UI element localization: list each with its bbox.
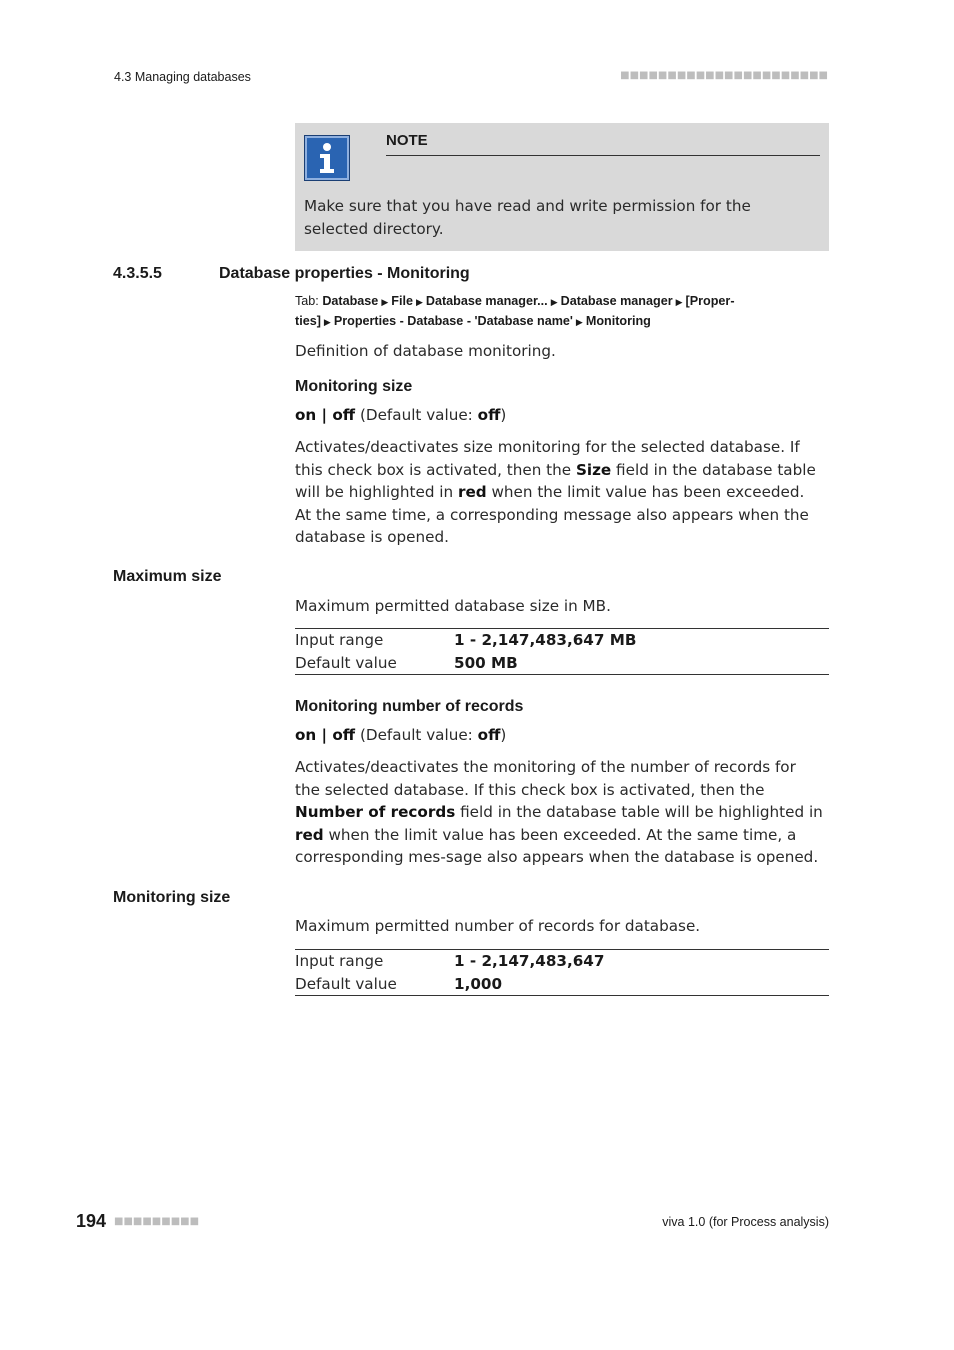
monitoring-records-description: Activates/deactivates the monitoring of the number of records for the selected database. If this check box is activated, then the Number of records field in the database table will be highlighted in red when the limit value has been exceeded. At the same time, a corresponding mes-sage also appears when the database is opened.: [295, 758, 823, 866]
records-limit-table: [295, 949, 829, 996]
section-number: 4.3.5.5: [113, 265, 162, 282]
arrow-right-icon: ▶: [381, 297, 389, 307]
info-icon: [304, 135, 350, 181]
maximum-size-heading: Maximum size: [113, 568, 222, 585]
footer-dots: ■■■■■■■■■: [114, 1216, 200, 1227]
navigation-path: [295, 292, 815, 332]
section-title: Database properties - Monitoring: [219, 265, 470, 282]
arrow-right-icon: ▶: [550, 297, 558, 307]
path-item: Database: [322, 294, 379, 308]
running-header: 4.3 Managing databases: [114, 70, 251, 84]
records-limit-heading: Monitoring size: [113, 889, 231, 906]
path-item: [Proper-ties]: [295, 294, 735, 328]
monitoring-size-heading: Monitoring size: [295, 378, 413, 395]
arrow-right-icon: ▶: [415, 297, 423, 307]
table-row: Input range 1 - 2,147,483,647 MB: [295, 631, 637, 649]
path-item: File: [391, 294, 413, 308]
arrow-right-icon: ▶: [675, 297, 683, 307]
note-divider: [386, 155, 820, 156]
table-row: Default value 1,000: [295, 974, 503, 993]
path-prefix: Tab:: [295, 294, 323, 308]
product-name: viva 1.0 (for Process analysis): [662, 1215, 829, 1229]
monitoring-records-options: on | off (Default value: off): [295, 726, 507, 744]
path-item: Properties - Database - 'Database name': [333, 314, 573, 328]
arrow-right-icon: ▶: [323, 317, 331, 327]
monitoring-size-options: on | off (Default value: off): [295, 406, 507, 424]
arrow-right-icon: ▶: [575, 317, 583, 327]
path-item: Database manager: [560, 294, 673, 308]
header-dots: ■■■■■■■■■■■■■■■■■■■■■■: [620, 70, 828, 81]
note-title: NOTE: [386, 132, 428, 149]
monitoring-records-heading: Monitoring number of records: [295, 698, 524, 715]
note-box: [295, 123, 829, 251]
note-text: Make sure that you have read and write permission for the selected directory.: [304, 197, 751, 238]
path-item: Monitoring: [585, 314, 651, 328]
table-row: Input range 1 - 2,147,483,647: [295, 952, 605, 970]
intro-text: Definition of database monitoring.: [295, 342, 556, 360]
page-number: 194: [76, 1211, 107, 1231]
maximum-size-description: Maximum permitted database size in MB.: [295, 597, 611, 615]
maximum-size-table: [295, 628, 829, 675]
monitoring-size-description: Activates/deactivates size monitoring for the selected database. If this check box is activated, then the Size field in the database table will be highlighted in red when the limit value has been exceeded. At the same time, a corresponding message also appears when the database is opened.: [295, 438, 816, 546]
table-row: Default value 500 MB: [295, 653, 518, 672]
path-item: Database manager...: [425, 294, 548, 308]
records-limit-description: Maximum permitted number of records for database.: [295, 917, 701, 935]
